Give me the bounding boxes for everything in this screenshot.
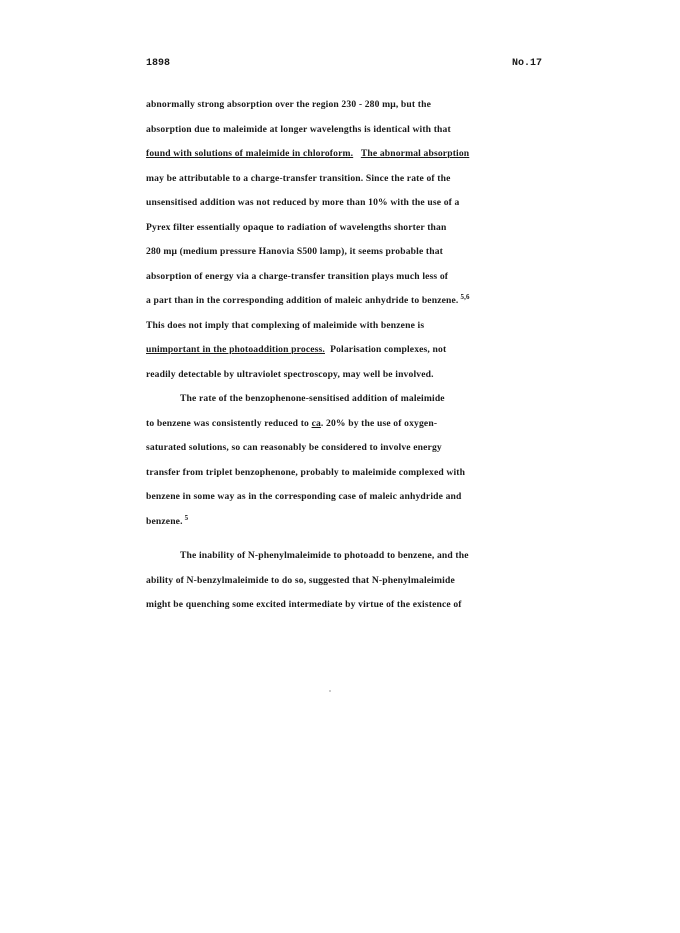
text-line xyxy=(146,221,506,246)
text-line-content: The rate of the benzophenone-sensitised addition of maleimide xyxy=(180,393,445,404)
text-line xyxy=(146,441,506,466)
underlined-text: The abnormal absorption xyxy=(360,148,470,159)
text-line-content: 280 mμ (medium pressure Hanovia S500 lamp), it seems probable that xyxy=(146,246,444,257)
text-line-content: transfer from triplet benzophenone, probably to maleimide complexed with xyxy=(146,466,466,478)
text-line xyxy=(146,515,506,540)
underlined-text: found with solutions of maleimide in chloroform. xyxy=(146,148,354,159)
text-line xyxy=(146,147,506,172)
reference-superscript: 5 xyxy=(184,513,189,522)
text-line-content: may be attributable to a charge-transfer transition. Since the rate of the xyxy=(146,172,451,184)
text-line xyxy=(146,417,506,442)
journal-number: No.17 xyxy=(511,58,542,69)
text-line-content: to benzene was consistently reduced to xyxy=(146,417,312,429)
article-body xyxy=(146,98,506,623)
text-line xyxy=(146,294,506,319)
text-line-content: benzene in some way as in the corresponding case of maleic anhydride and xyxy=(146,491,462,502)
text-line-content: might be quenching some excited intermediate by virtue of the existence of xyxy=(146,599,462,610)
text-line-content: unsensitised addition was not reduced by more than 10% with the use of a xyxy=(146,197,460,208)
text-line-content: abnormally strong absorption over the region 230 - 280 mμ, but the xyxy=(146,99,432,110)
text-line xyxy=(146,270,506,295)
underlined-text: ca xyxy=(311,417,321,429)
scan-speck xyxy=(329,690,331,692)
text-line xyxy=(146,574,506,599)
text-line-content: a part than in the corresponding addition of maleic anhydride to benzene. xyxy=(146,295,459,306)
text-line xyxy=(146,368,506,393)
text-line xyxy=(146,392,506,417)
text-line-content: absorption of energy via a charge-transfer transition plays much less of xyxy=(146,270,449,282)
page-header xyxy=(146,58,542,72)
page-number: 1898 xyxy=(146,58,171,69)
text-line-content: Pyrex filter essentially opaque to radiation of wavelengths shorter than xyxy=(146,221,447,233)
text-line xyxy=(146,598,506,623)
text-line xyxy=(146,343,506,368)
text-line-content: readily detectable by ultraviolet spectroscopy, may well be involved. xyxy=(146,368,434,380)
text-line-content: absorption due to maleimide at longer wavelengths is identical with that xyxy=(146,123,451,135)
text-line-content: benzene. xyxy=(146,515,183,527)
reference-superscript: 5,6 xyxy=(460,293,470,301)
paragraph-gap xyxy=(146,539,506,549)
text-line-content: Polarisation complexes, not xyxy=(330,344,447,355)
text-line xyxy=(146,319,506,344)
text-line-content: This does not imply that complexing of maleimide with benzene is xyxy=(146,319,425,331)
text-line xyxy=(146,172,506,197)
text-line xyxy=(146,466,506,491)
text-line xyxy=(146,490,506,515)
text-line xyxy=(146,123,506,148)
text-line xyxy=(146,245,506,270)
text-line xyxy=(146,549,506,574)
text-line-content: The inability of N-phenylmaleimide to photoadd to benzene, and the xyxy=(180,550,469,561)
underlined-text: unimportant in the photoaddition process. xyxy=(146,344,325,355)
text-line xyxy=(146,196,506,221)
text-line-content: ability of N-benzylmaleimide to do so, suggested that N-phenylmaleimide xyxy=(146,574,455,586)
text-line-content: . 20% by the use of oxygen- xyxy=(320,417,438,429)
text-line xyxy=(146,98,506,123)
text-line-content: saturated solutions, so can reasonably be considered to involve energy xyxy=(146,442,442,453)
